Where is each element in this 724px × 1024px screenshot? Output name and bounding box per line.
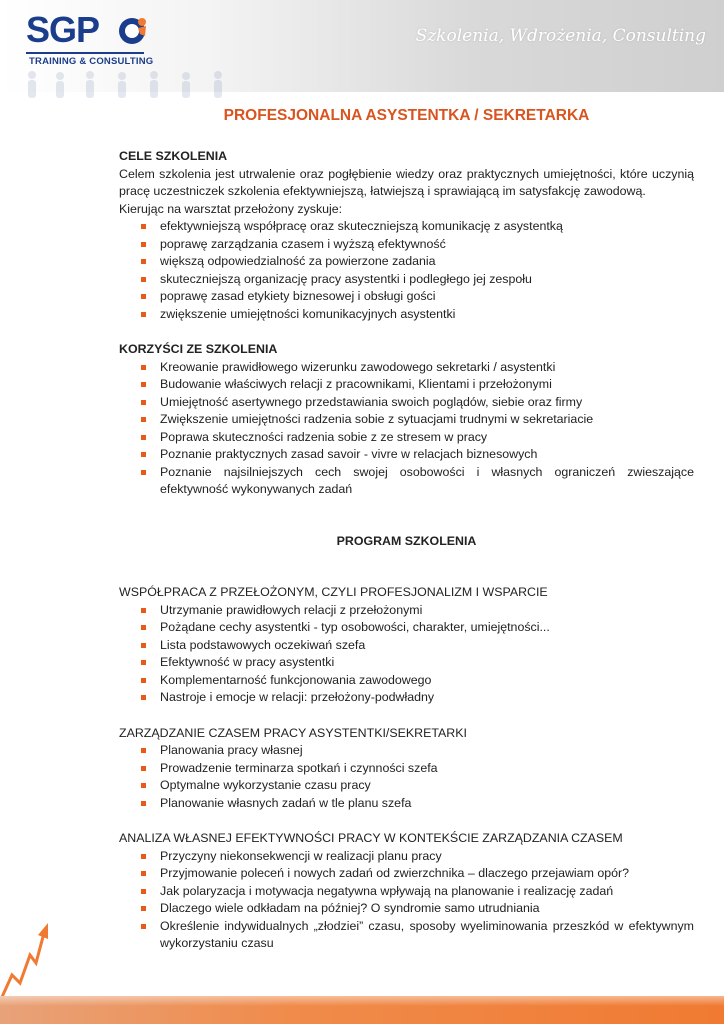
- list-item: Poprawa skuteczności radzenia sobie z ze stresem w pracy: [160, 429, 694, 447]
- goals-list: [119, 218, 694, 323]
- list-item: Prowadzenie terminarza spotkań i czynności szefa: [160, 760, 694, 778]
- goals-intro: Celem szkolenia jest utrwalenie oraz pogłębienie wiedzy oraz praktycznych umiejętności, które uczynią pracę uczestniczek szkolenia efektywniejszą, łatwiejszą i sprawiającą im satysfakcję zawodową.: [119, 166, 694, 198]
- logo-figure-icon: [118, 16, 148, 46]
- module-title: ANALIZA WŁASNEJ EFEKTYWNOŚCI PRACY W KONTEKŚCIE ZARZĄDZANIA CZASEM: [119, 831, 623, 845]
- logo-underline: [26, 52, 144, 54]
- list-item: Utrzymanie prawidłowych relacji z przełożonymi: [160, 602, 694, 620]
- list-item: Komplementarność funkcjonowania zawodowego: [160, 672, 694, 690]
- list-item: Budowanie właściwych relacji z pracownikami, Klientami i przełożonymi: [160, 376, 694, 394]
- header-tagline: Szkolenia, Wdrożenia, Consulting: [415, 26, 706, 46]
- people-silhouettes-graphic: [20, 70, 260, 98]
- module-list: [119, 602, 694, 707]
- list-item: Zwiększenie umiejętności radzenia sobie z sytuacjami trudnymi w sekretariacie: [160, 411, 694, 429]
- list-item: zwiększenie umiejętności komunikacyjnych asystentki: [160, 306, 694, 324]
- page-header: [0, 0, 724, 100]
- logo-text: SGP: [26, 9, 100, 50]
- document-title: PROFESJONALNA ASYSTENTKA / SEKRETARKA: [223, 107, 590, 124]
- program-heading: PROGRAM SZKOLENIA: [336, 533, 477, 548]
- benefits-list: [119, 359, 694, 499]
- list-item: Efektywność w pracy asystentki: [160, 654, 694, 672]
- document-body: [119, 106, 694, 953]
- list-item: Poznanie praktycznych zasad savoir - vivre w relacjach biznesowych: [160, 446, 694, 464]
- list-item: poprawę zarządzania czasem i wyższą efektywność: [160, 236, 694, 254]
- footer-shine: [0, 996, 724, 1006]
- list-item: Umiejętność asertywnego przedstawiania swoich poglądów, siebie oraz firmy: [160, 394, 694, 412]
- list-item: Określenie indywidualnych „złodziei” czasu, sposoby wyeliminowania przeszkód w efektywnym wykorzystaniu czasu: [160, 918, 694, 953]
- list-item: Poznanie najsilniejszych cech swojej osobowości i własnych ograniczeń zwieszające efektywność wykonywanych zadań: [160, 464, 694, 499]
- growth-arrow-graphic: [0, 905, 50, 1005]
- module-list: [119, 742, 694, 812]
- list-item: Nastroje i emocje w relacji: przełożony-podwładny: [160, 689, 694, 707]
- list-item: Dlaczego wiele odkładam na później? O syndromie samo utrudniania: [160, 900, 694, 918]
- module-title: WSPÓŁPRACA Z PRZEŁOŻONYM, CZYLI PROFESJONALIZM I WSPARCIE: [119, 585, 548, 599]
- list-item: Przyczyny niekonsekwencji w realizacji planu pracy: [160, 848, 694, 866]
- logo-subtitle: TRAINING & CONSULTING: [29, 56, 154, 67]
- list-item: Optymalne wykorzystanie czasu pracy: [160, 777, 694, 795]
- list-item: poprawę zasad etykiety biznesowej i obsługi gości: [160, 288, 694, 306]
- goals-heading: CELE SZKOLENIA: [119, 149, 228, 163]
- list-item: Lista podstawowych oczekiwań szefa: [160, 637, 694, 655]
- list-item: skuteczniejszą organizację pracy asystentki i podległego jej zespołu: [160, 271, 694, 289]
- list-item: większą odpowiedzialność za powierzone zadania: [160, 253, 694, 271]
- company-logo: [26, 9, 154, 70]
- footer-bar: [0, 996, 724, 1024]
- list-item: Planowania pracy własnej: [160, 742, 694, 760]
- list-item: Pożądane cechy asystentki - typ osobowości, charakter, umiejętności...: [160, 619, 694, 637]
- list-item: Kreowanie prawidłowego wizerunku zawodowego sekretarki / asystentki: [160, 359, 694, 377]
- list-item: Przyjmowanie poleceń i nowych zadań od zwierzchnika – dlaczego przejawiam opór?: [160, 865, 694, 883]
- list-item: Jak polaryzacja i motywacja negatywna wpływają na planowanie i realizację zadań: [160, 883, 694, 901]
- list-item: efektywniejszą współpracę oraz skuteczniejszą komunikację z asystentką: [160, 218, 694, 236]
- module-list: [119, 848, 694, 953]
- module-title: ZARZĄDZANIE CZASEM PRACY ASYSTENTKI/SEKRETARKI: [119, 725, 467, 740]
- benefits-heading: KORZYŚCI ZE SZKOLENIA: [119, 342, 278, 356]
- goals-lead: Kierując na warsztat przełożony zyskuje:: [119, 201, 343, 216]
- list-item: Planowanie własnych zadań w tle planu szefa: [160, 795, 694, 813]
